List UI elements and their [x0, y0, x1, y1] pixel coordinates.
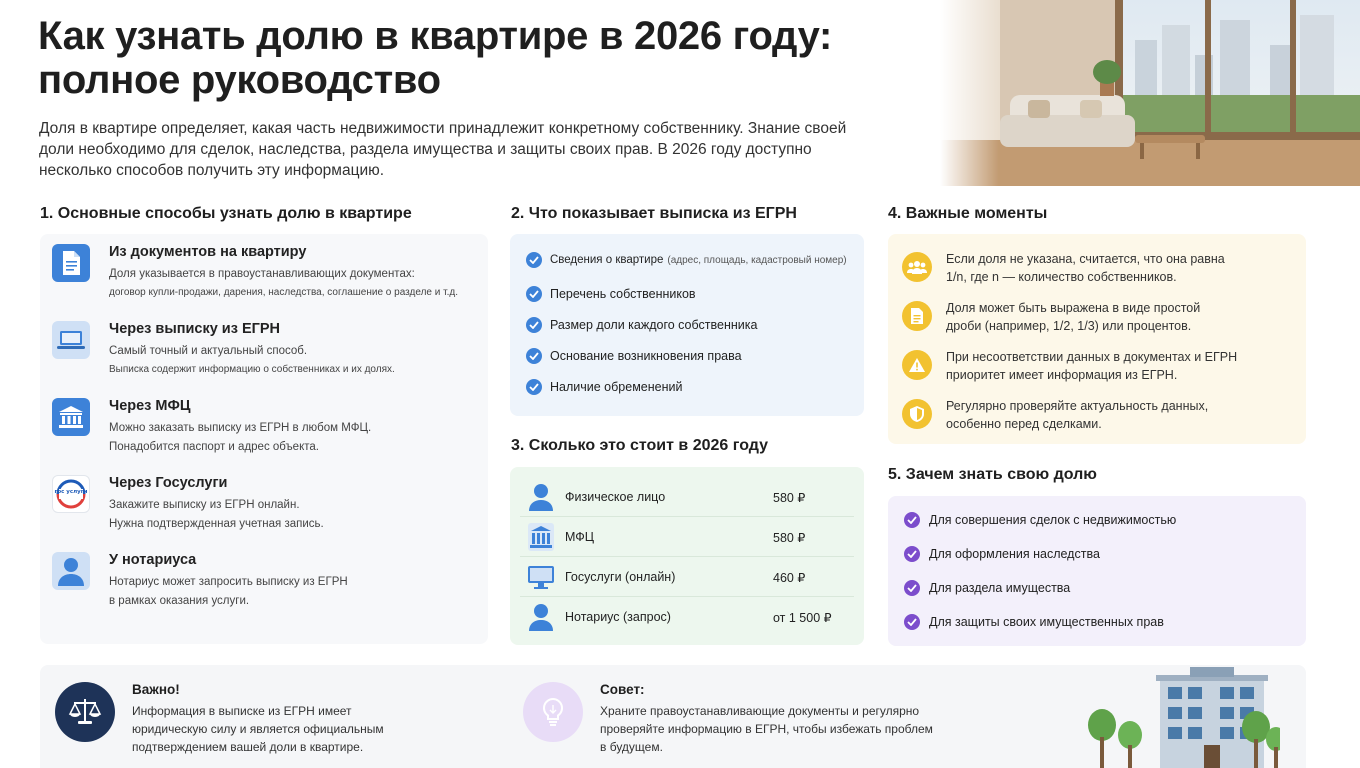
way-desc-line1: Закажите выписку из ЕГРН онлайн.	[109, 499, 300, 511]
price-label: Госуслуги (онлайн)	[565, 570, 676, 584]
price-row	[520, 477, 854, 517]
egrn-item-label: Наличие обременений	[550, 380, 683, 394]
group-icon	[902, 252, 932, 282]
price-row	[520, 597, 854, 637]
check-icon	[526, 317, 542, 333]
check-icon	[904, 614, 920, 630]
why-item	[904, 546, 1100, 562]
price-label: Нотариус (запрос)	[565, 610, 671, 624]
important-text	[132, 702, 492, 756]
way-title: У нотариуса	[109, 552, 197, 568]
intro-line-2: доли необходимо для сделок, наследства, раздела имущества и защиты своих прав. В 2026 году доступно	[39, 141, 812, 158]
section2-title: 2. Что показывает выписка из ЕГРН	[511, 205, 797, 222]
intro-text	[39, 118, 899, 181]
way-title: Из документов на квартиру	[109, 244, 307, 260]
price-value: от 1 500 ₽	[773, 611, 832, 625]
important-point-line1: При несоответствии данных в документах и ЕГРН	[946, 350, 1238, 364]
important-line1: Информация в выписке из ЕГРН имеет	[132, 704, 352, 718]
document-icon	[902, 301, 932, 331]
tip-line1: Храните правоустанавливающие документы и регулярно	[600, 704, 920, 718]
laptop-icon	[52, 321, 90, 359]
price-row	[520, 557, 854, 597]
building-icon	[526, 523, 556, 551]
section5-title: 5. Зачем знать свою долю	[888, 466, 1097, 483]
egrn-item	[526, 348, 742, 364]
price-label: МФЦ	[565, 530, 595, 544]
important-point-line1: Доля может быть выражена в виде простой	[946, 301, 1201, 315]
tip-line3: в будущем.	[600, 740, 663, 754]
why-item-label: Для оформления наследства	[929, 547, 1100, 561]
scales-icon	[55, 682, 115, 742]
check-icon	[526, 379, 542, 395]
why-item-label: Для совершения сделок с недвижимостью	[929, 513, 1177, 527]
important-line3: подтверждением вашей доли в квартире.	[132, 740, 364, 754]
egrn-item-label: Размер доли каждого собственника	[550, 318, 758, 332]
important-point-line2: дроби (например, 1/2, 1/3) или процентов.	[946, 319, 1192, 333]
price-label: Физическое лицо	[565, 490, 666, 504]
monitor-icon	[526, 563, 556, 591]
shield-icon	[902, 399, 932, 429]
important-point-line2: 1/n, где n — количество собственников.	[946, 270, 1177, 284]
why-card	[888, 496, 1306, 646]
egrn-item-label: Сведения о квартире	[550, 254, 664, 266]
check-icon	[904, 580, 920, 596]
way-desc-line1: Нотариус может запросить выписку из ЕГРН	[109, 576, 348, 588]
check-icon	[904, 546, 920, 562]
building-icon	[52, 398, 90, 436]
egrn-item-label: Основание возникновения права	[550, 349, 742, 363]
section1-title: 1. Основные способы узнать долю в квартире	[40, 205, 412, 222]
important-point-line2: особенно перед сделками.	[946, 417, 1102, 431]
section4-title: 4. Важные моменты	[888, 205, 1048, 222]
why-item	[904, 512, 1176, 528]
important-points-card	[888, 234, 1306, 444]
egrn-item-label: Перечень собственников	[550, 287, 696, 301]
egrn-contents-card	[510, 234, 864, 416]
check-icon	[526, 252, 542, 268]
why-item-label: Для защиты своих имущественных прав	[929, 615, 1164, 629]
why-item-label: Для раздела имущества	[929, 581, 1071, 595]
warning-icon	[902, 350, 932, 380]
bottom-panel	[40, 665, 1306, 768]
check-icon	[904, 512, 920, 528]
egrn-item	[526, 379, 682, 395]
lightbulb-icon	[523, 682, 583, 742]
price-value: 580 ₽	[773, 491, 806, 505]
price-value: 580 ₽	[773, 531, 806, 545]
way-desc-line1: Можно заказать выписку из ЕГРН в любом МФЦ.	[109, 422, 372, 434]
way-desc-line2: Выписка содержит информацию о собственниках и их долях.	[109, 364, 395, 375]
page-title	[38, 14, 918, 102]
document-icon	[52, 244, 90, 282]
way-title: Через выписку из ЕГРН	[109, 321, 280, 337]
way-desc-line2: договор купли-продажи, дарения, наследства, соглашение о разделе и т.д.	[109, 287, 458, 298]
check-icon	[526, 286, 542, 302]
way-desc-line1: Доля указывается в правоустанавливающих документах:	[109, 268, 415, 280]
important-point-line1: Если доля не указана, считается, что она равна	[946, 252, 1225, 266]
way-desc-line2: Понадобится паспорт и адрес объекта.	[109, 441, 319, 453]
hero-apartment-image	[940, 0, 1360, 186]
important-title: Важно!	[132, 682, 180, 697]
tip-text	[600, 702, 980, 756]
section3-title: 3. Сколько это стоит в 2026 году	[511, 437, 768, 454]
egrn-item	[526, 252, 847, 268]
prices-card	[510, 467, 864, 645]
way-desc-line1: Самый точный и актуальный способ.	[109, 345, 308, 357]
price-row	[520, 517, 854, 557]
intro-line-1: Доля в квартире определяет, какая часть недвижимости принадлежит конкретному собственнику. Знание своей	[39, 120, 847, 137]
person-icon	[526, 603, 556, 631]
way-desc-line2: в рамках оказания услуги.	[109, 595, 250, 607]
person-icon	[52, 552, 90, 590]
egrn-item	[526, 317, 757, 333]
why-item	[904, 614, 1164, 630]
title-line-2: полное руководство	[38, 58, 441, 102]
important-point-line1: Регулярно проверяйте актуальность данных,	[946, 399, 1209, 413]
egrn-item	[526, 286, 696, 302]
check-icon	[526, 348, 542, 364]
house-illustration	[1080, 665, 1280, 768]
gosuslugi-logo-text: гос услуги	[54, 489, 88, 495]
tip-line2: проверяйте информацию в ЕГРН, чтобы избежать проблем	[600, 722, 933, 736]
important-line2: юридическую силу и является официальным	[132, 722, 384, 736]
ways-card	[40, 234, 488, 644]
way-desc-line2: Нужна подтвержденная учетная запись.	[109, 518, 324, 530]
gosuslugi-logo	[52, 475, 90, 513]
intro-line-3: несколько способов получить эту информацию.	[39, 162, 385, 179]
why-item	[904, 580, 1070, 596]
way-title: Через Госуслуги	[109, 475, 228, 491]
person-icon	[526, 483, 556, 511]
egrn-item-sub: (адрес, площадь, кадастровый номер)	[667, 254, 847, 266]
price-value: 460 ₽	[773, 571, 806, 585]
way-title: Через МФЦ	[109, 398, 191, 414]
important-point-line2: приоритет имеет информация из ЕГРН.	[946, 368, 1178, 382]
title-line-1: Как узнать долю в квартире в 2026 году:	[38, 14, 833, 58]
tip-title: Совет:	[600, 682, 645, 697]
